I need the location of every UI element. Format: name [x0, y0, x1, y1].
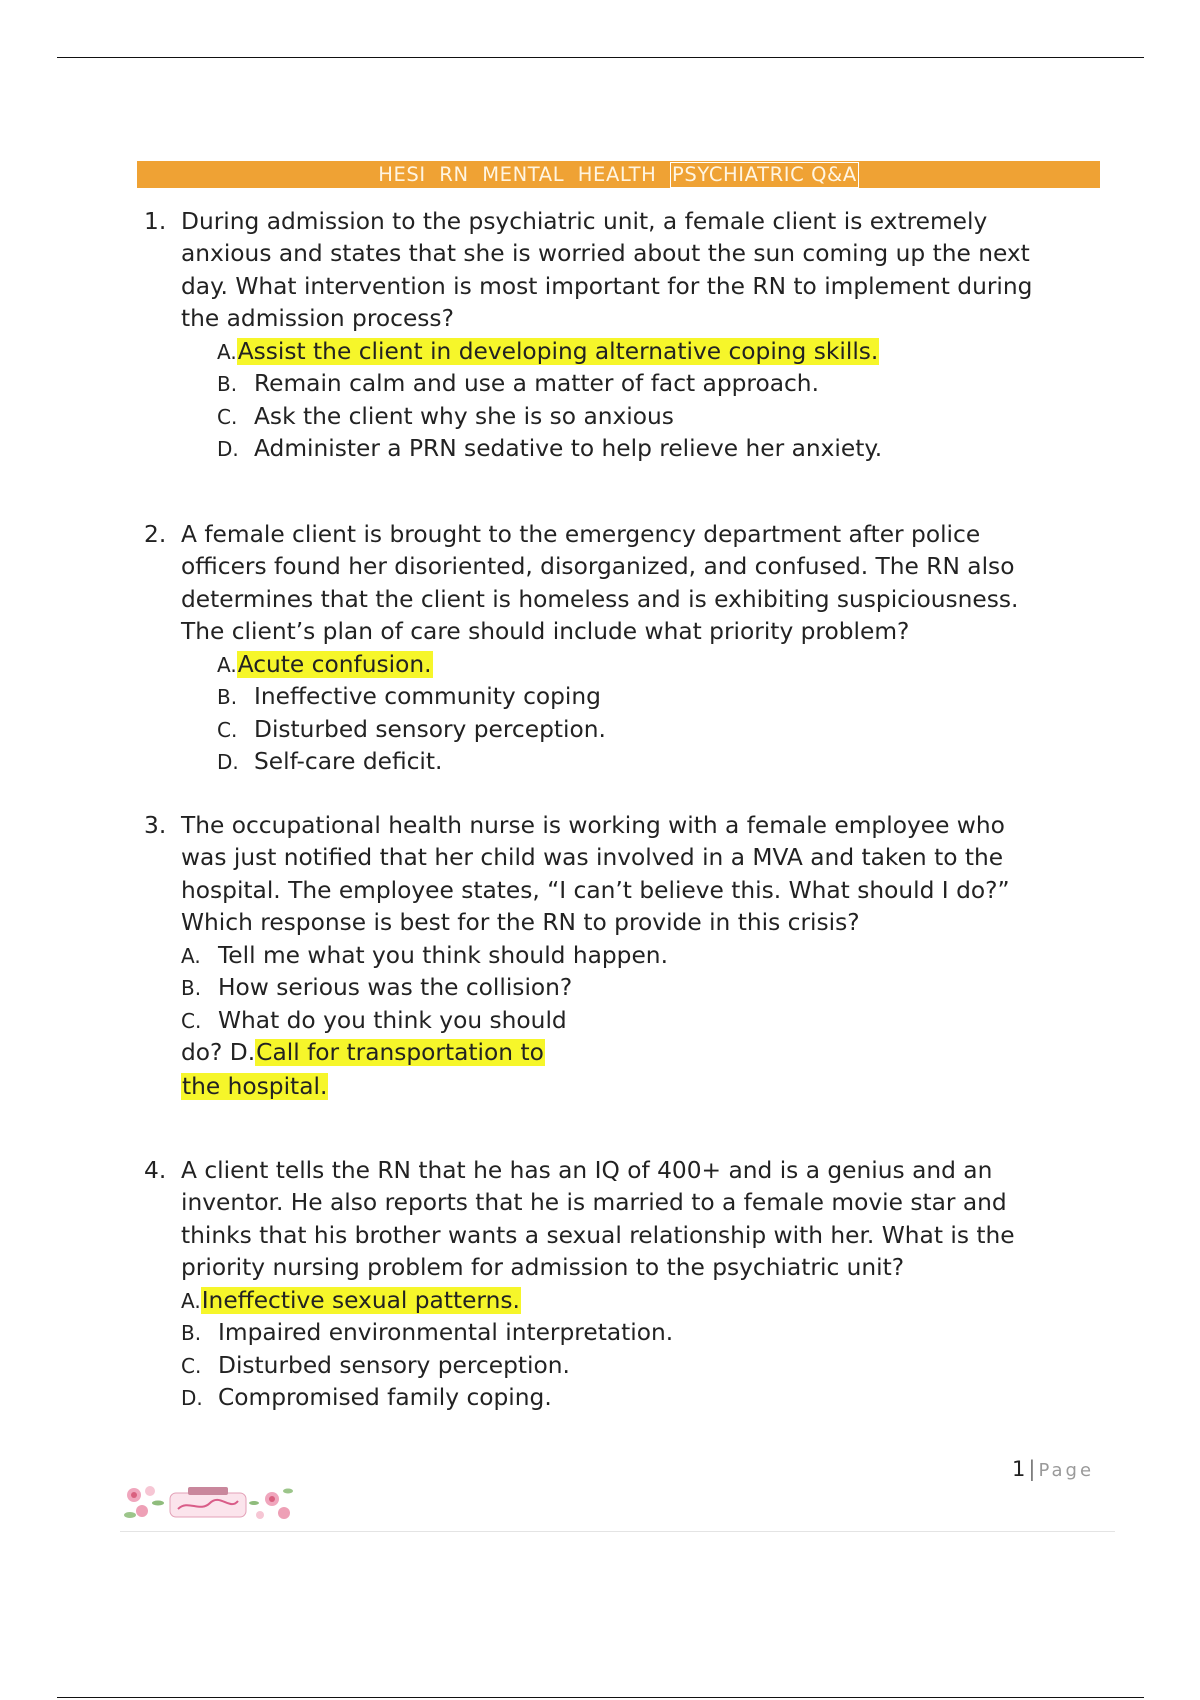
page-separator: |	[1028, 1457, 1036, 1481]
floral-logo-icon	[122, 1481, 296, 1527]
option-letter: D.	[217, 750, 239, 774]
flower-left-2	[145, 1486, 155, 1496]
option-letter: B.	[217, 372, 238, 396]
option-text: What do you think you should	[218, 1007, 567, 1034]
correct-answer-highlight: Assist the client in developing alternative coping skills.	[237, 338, 879, 365]
flower-right-3	[256, 1511, 264, 1519]
question-text	[181, 206, 1081, 336]
option-letter: C.	[217, 405, 238, 429]
option-prefix: do? D.	[181, 1039, 256, 1066]
question-line: inventor. He also reports that he is married to a female movie star and	[181, 1189, 1007, 1217]
leaf-left-1	[124, 1512, 136, 1518]
correct-answer-highlight: the hospital.	[182, 1073, 328, 1100]
leaf-left-2	[152, 1501, 164, 1506]
option-text: Ask the client why she is so anxious	[254, 403, 674, 430]
answer-option-c	[217, 401, 674, 433]
flower-left-3	[136, 1505, 148, 1517]
answer-option-b	[217, 681, 601, 713]
answer-option-d	[181, 1382, 552, 1414]
flower-right-2	[278, 1507, 290, 1519]
question-text	[181, 519, 1081, 649]
option-text: Ineffective community coping	[254, 683, 601, 710]
question-line: was just notified that her child was involved in a MVA and taken to the	[181, 844, 1004, 872]
question-line: hospital. The employee states, “I can’t believe this. What should I do?”	[181, 876, 1010, 904]
flower-right-1-center	[269, 1496, 275, 1502]
option-letter: C.	[181, 1354, 202, 1378]
question-number: 3.	[144, 812, 167, 839]
page-label: Page	[1038, 1460, 1095, 1481]
question-text	[181, 810, 1081, 940]
question-line: Which response is best for the RN to provide in this crisis?	[181, 909, 860, 937]
question-line: officers found her disoriented, disorganized, and confused. The RN also	[181, 553, 1015, 581]
answer-option-d-continued	[181, 1071, 328, 1103]
question-number: 1.	[144, 208, 167, 235]
answer-option-b	[217, 368, 819, 400]
option-letter: B.	[217, 685, 238, 709]
question-line: anxious and states that she is worried about the sun coming up the next	[181, 240, 1030, 268]
title-text-part2: PSYCHIATRIC Q&A	[672, 162, 857, 186]
answer-option-d	[217, 746, 442, 778]
answer-option-c	[217, 714, 606, 746]
page-number-footer	[1012, 1457, 1094, 1481]
question-number: 4.	[144, 1157, 167, 1184]
option-letter: B.	[181, 1321, 202, 1345]
option-text: Remain calm and use a matter of fact approach.	[254, 370, 819, 397]
page-number: 1	[1012, 1457, 1026, 1481]
question-line: the admission process?	[181, 305, 454, 333]
option-letter: C.	[181, 1009, 202, 1033]
option-letter: B.	[181, 976, 202, 1000]
leaf-right-2	[249, 1501, 259, 1505]
option-text: Impaired environmental interpretation.	[218, 1319, 674, 1346]
option-text: Disturbed sensory perception.	[254, 716, 606, 743]
answer-option-c	[181, 1005, 567, 1037]
question-line: A female client is brought to the emergency department after police	[181, 521, 981, 548]
question-line: determines that the client is homeless and is exhibiting suspiciousness.	[181, 585, 1019, 613]
answer-option-a	[181, 1285, 521, 1317]
answer-option-a	[217, 649, 433, 681]
document-title-bar	[137, 161, 1100, 188]
option-text: Tell me what you think should happen.	[218, 942, 668, 969]
correct-answer-highlight: Call for transportation to	[256, 1039, 544, 1066]
option-letter: A.	[181, 1289, 201, 1313]
top-rule	[57, 57, 1144, 58]
option-text: Administer a PRN sedative to help relieve her anxiety.	[254, 435, 883, 462]
title-text-part1: HESI RN MENTAL HEALTH	[378, 163, 671, 186]
option-letter: A.	[217, 340, 237, 364]
answer-option-a	[181, 940, 668, 972]
question-line: priority nursing problem for admission to the psychiatric unit?	[181, 1254, 905, 1282]
answer-option-c	[181, 1350, 570, 1382]
option-letter: D.	[181, 1386, 203, 1410]
leaf-right-1	[283, 1489, 293, 1494]
flower-left-1-center	[131, 1492, 137, 1498]
footer-divider	[120, 1531, 1115, 1532]
option-letter: A.	[217, 653, 237, 677]
answer-option-d	[181, 1037, 545, 1069]
question-number: 2.	[144, 521, 167, 548]
option-text: Disturbed sensory perception.	[218, 1352, 570, 1379]
option-text: Self-care deficit.	[254, 748, 443, 775]
question-line: The client’s plan of care should include what priority problem?	[181, 618, 910, 646]
option-text: Compromised family coping.	[218, 1384, 552, 1411]
answer-option-a	[217, 336, 879, 368]
logo-ribbon	[188, 1487, 228, 1495]
correct-answer-highlight: Ineffective sexual patterns.	[201, 1287, 520, 1314]
option-letter: A.	[181, 944, 201, 968]
option-letter: D.	[217, 437, 239, 461]
correct-answer-highlight: Acute confusion.	[237, 651, 432, 678]
bottom-rule	[57, 1697, 1144, 1698]
question-line: thinks that his brother wants a sexual relationship with her. What is the	[181, 1221, 1015, 1249]
question-line: day. What intervention is most important for the RN to implement during	[181, 272, 1033, 300]
answer-option-d	[217, 433, 882, 465]
option-letter: C.	[217, 718, 238, 742]
answer-option-b	[181, 972, 572, 1004]
question-line: The occupational health nurse is working with a female employee who	[181, 812, 1005, 839]
question-line: A client tells the RN that he has an IQ of 400+ and is a genius and an	[181, 1157, 993, 1184]
answer-option-b	[181, 1317, 673, 1349]
question-line: During admission to the psychiatric unit, a female client is extremely	[181, 208, 988, 235]
option-text: How serious was the collision?	[218, 974, 573, 1001]
question-text	[181, 1155, 1081, 1285]
